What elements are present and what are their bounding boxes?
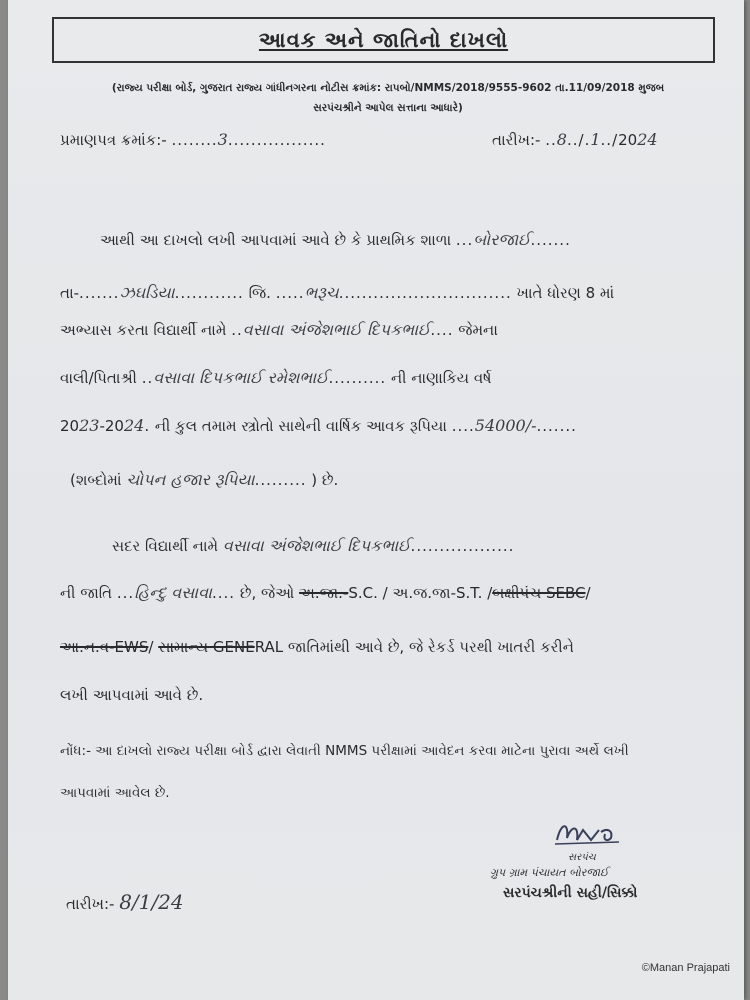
whose-text: જેમના <box>458 321 498 339</box>
certificate-number-label: પ્રમાણપત્ર ક્રમાંક:- <box>60 131 167 149</box>
para1-line5: 2023-2024. ની કુલ તમામ સ્ત્રોતો સાથેની વાર્ષિક આવક રૂપિયા ....54000/-....... <box>60 416 577 435</box>
student-name-2: વસાવા અંજેશભાઈ દિપકભાઈ <box>222 536 411 555</box>
caste-end: જાતિમાંથી આવે છે, જે રેકર્ડ પરથી ખાતરી કરીને <box>287 638 574 656</box>
certificate-number-value: 3 <box>217 130 228 149</box>
bottom-date-row <box>66 890 184 914</box>
signature-scribble <box>553 818 623 848</box>
year-from-prefix: 20 <box>60 417 80 435</box>
date-year-suffix: 24 <box>637 130 658 149</box>
sc-text: S.C. / <box>348 584 388 602</box>
para2-line2: ની જાતિ ...હિન્દુ વસાવા.... છે, જેઓ અ.જા.-S.C. / અ.જ.જા-S.T. /બક્ષીપંચ SEBC/ <box>60 583 591 602</box>
certificate-number-row: પ્રમાણપત્ર ક્રમાંક:- ........3................. <box>60 130 326 149</box>
caste-label: ની જાતિ <box>60 584 113 602</box>
ews-struck: આ.ન.વ-EWS <box>60 638 149 656</box>
signature-label: સરપંચશ્રીની સહી/સિક્કો <box>503 885 638 901</box>
school-name: બોરજાઈ <box>473 230 531 249</box>
notice-text <box>68 78 708 118</box>
title-box <box>52 17 715 63</box>
para1-line1: આથી આ દાખલો લખી આપવામાં આવે છે કે પ્રાથમિક શાળા ...બોરજાઈ....... <box>100 230 571 249</box>
page-title: આવક અને જાતિનો દાખલો <box>258 27 509 52</box>
year-to-prefix: -20 <box>99 417 124 435</box>
watermark: ©Manan Prajapati <box>641 962 730 974</box>
bottom-date-label: તારીખ:- <box>66 895 115 913</box>
para2-line1: સદર વિદ્યાર્થી નામે વસાવા અંજેશભાઈ દિપકભાઈ.................. <box>112 536 515 555</box>
date-row: તારીખ:- ..8../.1../2024 <box>492 130 658 149</box>
para1-line6: (શબ્દોમાં ચોપન હજાર રૂપિયા......... ) છે. <box>70 470 339 489</box>
sebc-struck: બક્ષીપંચ SEBC <box>492 584 586 602</box>
standard-text: ખાતે ધોરણ 8 માં <box>516 284 615 302</box>
district-label: જિ. <box>248 284 271 302</box>
slash-2: / <box>148 638 154 656</box>
certificate-page <box>8 0 744 1000</box>
general-struck: સામાન્ય GENE <box>158 638 255 656</box>
para1-line3: અભ્યાસ કરતા વિદ્યાર્થી નામે ..વસાવા અંજેશભાઈ દિપકભાઈ.... જેમના <box>60 320 498 339</box>
year-from-suffix: 23 <box>79 416 100 435</box>
date-day: 8 <box>556 130 567 149</box>
st-text: અ.જ.જા-S.T. / <box>392 584 493 602</box>
para1-line4: વાલી/પિતાશ્રી ..વસાવા દિપકભાઈ રમેશભાઈ.......... ની નાણાકિય વર્ષ <box>60 368 492 387</box>
financial-year-text: ની નાણાકિય વર્ષ <box>390 369 492 387</box>
income-value: 54000/- <box>474 416 537 435</box>
student-intro: અભ્યાસ કરતા વિદ્યાર્થી નામે <box>60 321 227 339</box>
student-name: વસાવા અંજેશભાઈ દિપકભાઈ <box>242 320 431 339</box>
guardian-label: વાલી/પિતાશ્રી <box>60 369 137 387</box>
caste-value: હિન્દુ વસાવા <box>134 583 212 602</box>
slash: / <box>585 584 591 602</box>
note-line-2: આપવામાં આવેલ છે. <box>60 785 170 801</box>
para1-line2: તા-.......ઝઘડિયા............ જિ. .....ભરૂચ.............................. ખાતે ધોરણ 8 માં <box>60 283 615 302</box>
sign-panchayat: ગ્રુપ ગ્રામ પંચાયત બોરજાઈ <box>490 866 609 879</box>
taluka-label: તા- <box>60 284 80 302</box>
district-value: ભરૂચ <box>304 283 339 302</box>
para2-end: લખી આપવામાં આવે છે. <box>60 686 204 704</box>
income-text: ની કુલ તમામ સ્ત્રોતો સાથેની વાર્ષિક આવક રૂપિયા <box>154 417 447 435</box>
year-to-suffix: 24 <box>123 416 145 435</box>
note-line-1: નોંધ:- આ દાખલો રાજ્ય પરીક્ષા બોર્ડ દ્વારા લેવાતી NMMS પરીક્ષામાં આવેદન કરવા માટેના પુરાવા અર્થે લખી <box>60 743 629 759</box>
words-end: ) છે. <box>311 471 339 489</box>
bottom-date-value: 8/1/24 <box>119 890 184 914</box>
sc-struck: અ.જા.- <box>299 584 349 602</box>
para2-line4 <box>60 686 203 704</box>
caste-mid: છે, જેઓ <box>239 584 295 602</box>
para2-intro: સદર વિદ્યાર્થી નામે <box>112 537 219 555</box>
date-month: 1 <box>590 130 601 149</box>
para2-line3 <box>60 638 574 656</box>
notice-line-1: (રાજ્ય પરીક્ષા બોર્ડ, ગુજરાત રાજ્ય ગાંધીનગરના નોટીસ ક્રમાંક: રાપબો/NMMS/2018/9555-9602 તા.11/09/2018 મુજબ <box>111 82 665 94</box>
income-words: ચોપન હજાર રૂપિયા <box>126 470 255 489</box>
para1-text: આથી આ દાખલો લખી આપવામાં આવે છે કે પ્રાથમિક શાળા <box>100 231 452 249</box>
general-rest: RAL <box>254 638 284 656</box>
notice-line-2: સરપંચશ્રીને આપેલ સત્તાના આધારે) <box>313 102 463 114</box>
words-label: (શબ્દોમાં <box>70 471 122 489</box>
date-label: તારીખ:- <box>492 131 541 149</box>
date-year-prefix: 20 <box>618 131 638 149</box>
sign-role: સરપંચ <box>568 852 596 863</box>
taluka-value: ઝઘડિયા <box>119 283 175 302</box>
guardian-name: વસાવા દિપકભાઈ રમેશભાઈ <box>153 368 329 387</box>
